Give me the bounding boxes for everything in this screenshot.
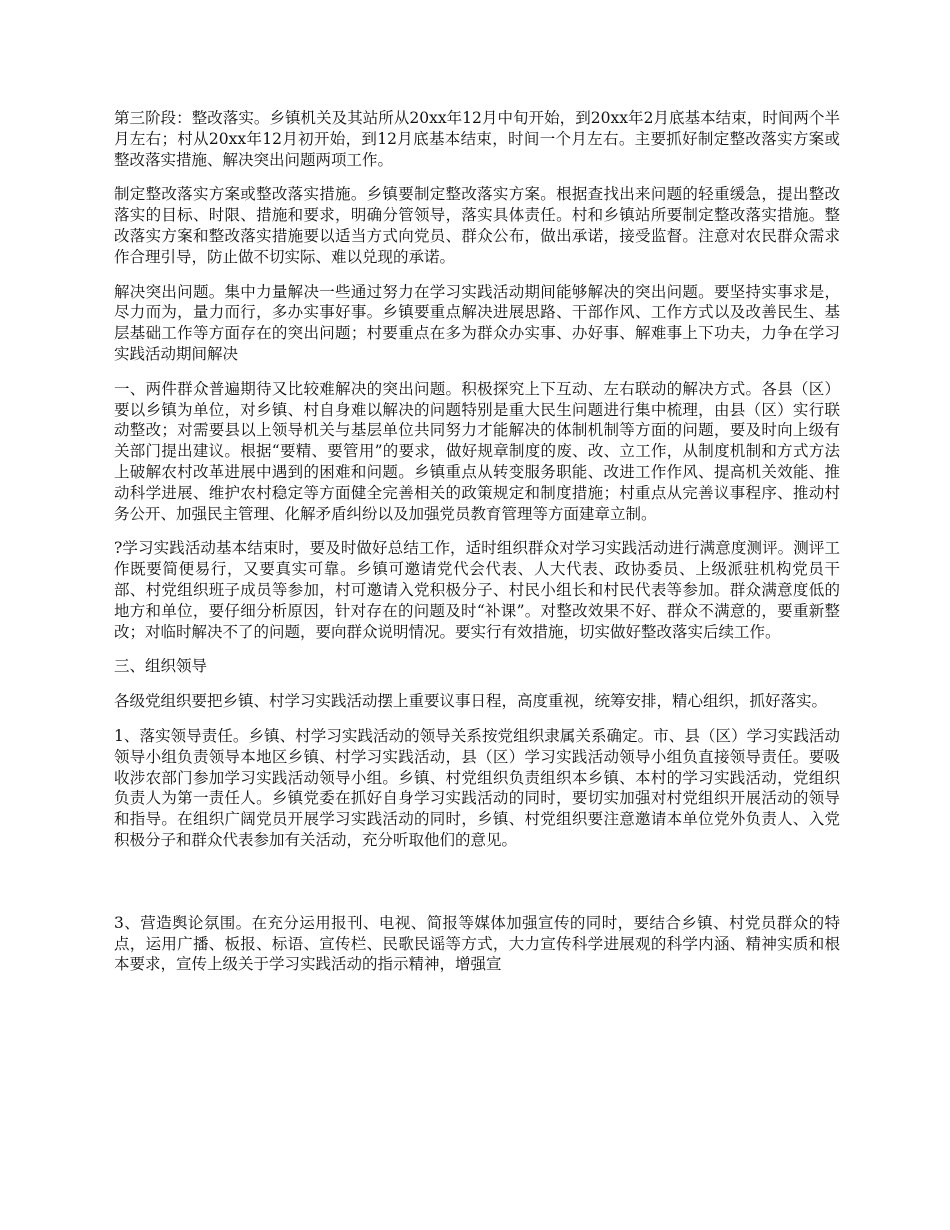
paragraph-public-opinion: 3、营造舆论氛围。在充分运用报刊、电视、简报等媒体加强宣传的同时，要结合乡镇、村党员群众的特点，运用广播、板报、标语、宣传栏、民歌民谣等方式，大力宣传科学进展观的科学内涵、精神实质和根本要求，宣传上级关于学习实践活动的指示精神，增强宣 (114, 913, 840, 974)
paragraph-party-organizations: 各级党组织要把乡镇、村学习实践活动摆上重要议事日程，高度重视，统筹安排，精心组织，抓好落实。 (114, 692, 828, 711)
document-page (114, 108, 840, 989)
paragraph-two-issues: 一、两件群众普遍期待又比较难解决的突出问题。积极探究上下互动、左右联动的解决方式。各县（区）要以乡镇为单位，对乡镇、村自身难以解决的问题特别是重大民生问题进行集中梳理，由县（区）实行联动整改；对需要县以上领导机关与基层单位共同努力才能解决的体制机制等方面的问题，要及时向上级有关部门提出建议。根据“要精、要管用”的要求，做好规章制度的废、改、立工作，从制度机制和方式方法上破解农村改革进展中遇到的困难和问题。乡镇重点从转变服务职能、改进工作作风、提高机关效能、推动科学进展、维护农村稳定等方面健全完善相关的政策规定和制度措施；村重点从完善议事程序、推动村务公开、加强民主管理、化解矛盾纠纷以及加强党员教育管理等方面建章立制。 (114, 379, 840, 523)
paragraph-rectification-plan: 制定整改落实方案或整改落实措施。乡镇要制定整改落实方案。根据查找出来问题的轻重缓急，提出整改落实的目标、时限、措施和要求，明确分管领导，落实具体责任。村和乡镇站所要制定整改落实措施。整改落实方案和整改落实措施要以适当方式向党员、群众公布，做出承诺，接受监督。注意对农民群众需求作合理引导，防止做不切实际、难以兑现的承诺。 (114, 185, 840, 266)
section-heading-organization: 三、组织领导 (114, 657, 208, 676)
blank-gap (114, 865, 840, 913)
paragraph-solve-problems: 解决突出问题。集中力量解决一些通过努力在学习实践活动期间能够解决的突出问题。要坚持实事求是，尽力而为，量力而行，多办实事好事。乡镇要重点解决进展思路、干部作风、工作方式以及改善民生、基层基础工作等方面存在的突出问题；村要重点在多为群众办实事、办好事、解难事上下功夫，力争在学习实践活动期间解决 (114, 282, 840, 363)
paragraph-stage-three: 第三阶段：整改落实。乡镇机关及其站所从20xx年12月中旬开始，到20xx年2月底基本结束，时间两个半月左右；村从20xx年12月初开始，到12月底基本结束，时间一个月左右。主要抓好制定整改落实方案或整改落实措施、解决突出问题两项工作。 (114, 109, 840, 169)
paragraph-summary-evaluation: ?学习实践活动基本结束时，要及时做好总结工作，适时组织群众对学习实践活动进行满意度测评。测评工作既要简便易行，又要真实可靠。乡镇可邀请党代会代表、人大代表、政协委员、上级派驻机构党员干部、村党组织班子成员等参加，村可邀请入党积极分子、村民小组长和村民代表等参加。群众满意度低的地方和单位，要仔细分析原因，针对存在的问题及时“补课”。对整改效果不好、群众不满意的，要重新整改；对临时解决不了的问题，要向群众说明情况。要实行有效措施，切实做好整改落实后续工作。 (114, 539, 840, 641)
paragraph-leadership-responsibility: 1、落实领导责任。乡镇、村学习实践活动的领导关系按党组织隶属关系确定。市、县（区）学习实践活动领导小组负责领导本地区乡镇、村学习实践活动，县（区）学习实践活动领导小组负直接领导责任。要吸收涉农部门参加学习实践活动领导小组。乡镇、村党组织负责组织本乡镇、本村的学习实践活动，党组织负责人为第一责任人。乡镇党委在抓好自身学习实践活动的同时，要切实加强对村党组织开展活动的领导和指导。在组织广阔党员开展学习实践活动的同时，乡镇、村党组织要注意邀请本单位党外负责人、入党积极分子和群众代表参加有关活动，充分听取他们的意见。 (114, 726, 840, 849)
